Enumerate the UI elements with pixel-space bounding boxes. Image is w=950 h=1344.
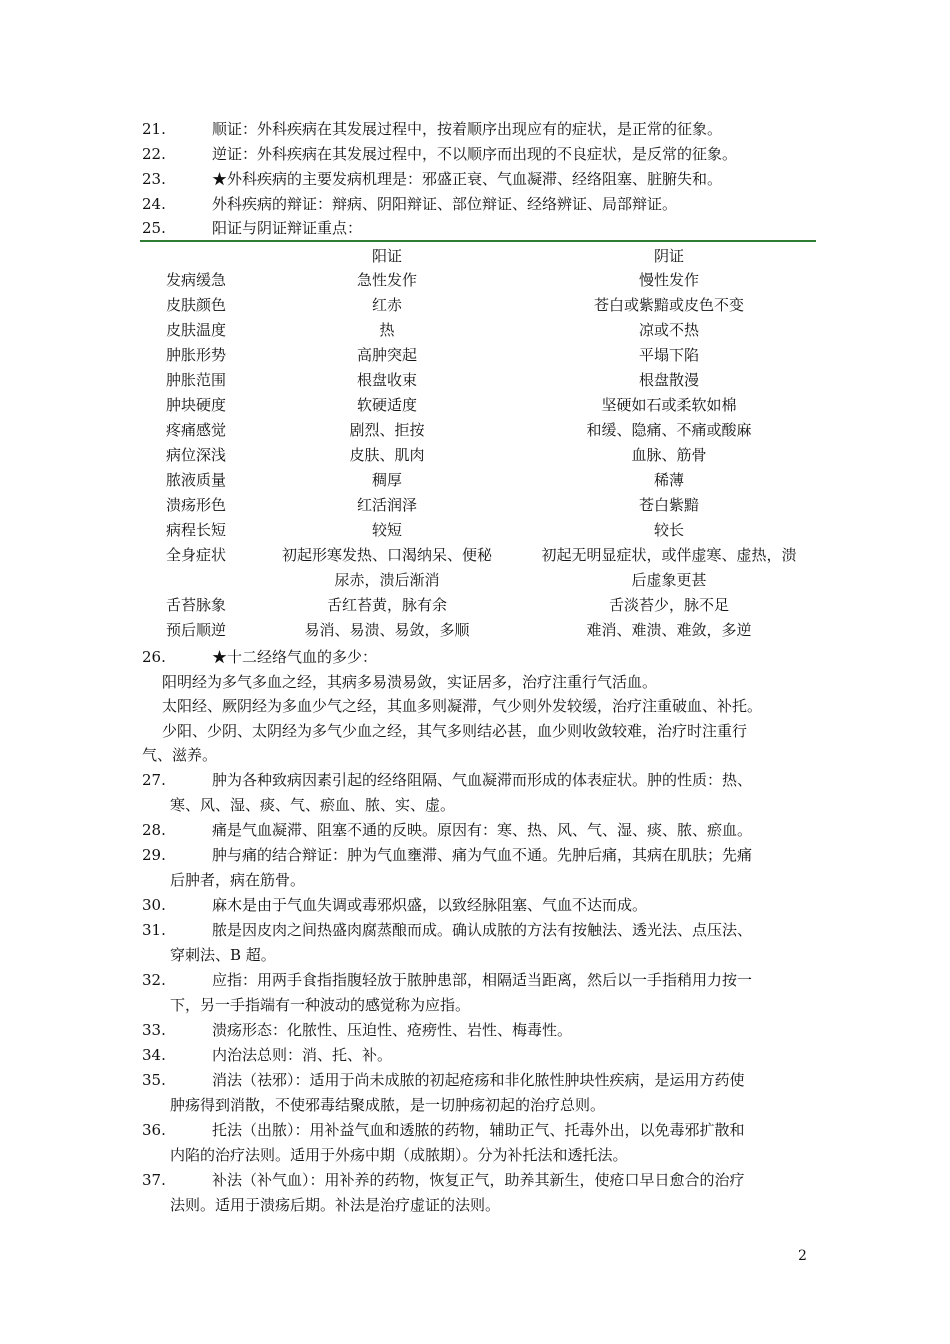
row-label: 肿胀范围 [165, 371, 226, 389]
yang-cell: 稠厚 [371, 471, 402, 489]
list-item-21 [142, 117, 812, 141]
item-number: 24. [142, 195, 166, 213]
yang-cell: 易消、易溃、易敛，多顺 [304, 621, 470, 639]
item-number: 33. [142, 1021, 166, 1039]
list-item-28 [142, 818, 812, 842]
list-item-30 [142, 893, 812, 917]
row-label: 病位深浅 [165, 446, 226, 464]
table-header-row [140, 244, 816, 268]
header-cell [140, 244, 252, 268]
item-text: 阳证与阴证辩证重点： [212, 219, 363, 237]
yang-cell [252, 543, 522, 593]
table-row [140, 493, 816, 518]
row-label: 疼痛感觉 [165, 421, 226, 439]
item-number: 27. [142, 771, 166, 789]
table-row [140, 368, 816, 393]
yin-cell: 舌淡苔少，脉不足 [608, 596, 729, 614]
item-text: 逆证：外科疾病在其发展过程中，不以顺序而出现的不良症状，是反常的征象。 [212, 145, 738, 163]
item-number: 28. [142, 821, 166, 839]
item-text: 消法（祛邪）：适用于尚未成脓的初起疮疡和非化脓性肿块性疾病，是运用方药使 [212, 1071, 745, 1089]
list-item-27 [142, 768, 812, 792]
item-text: 内治法总则：消、托、补。 [212, 1046, 393, 1064]
yang-symptom-line2: 尿赤，溃后渐消 [334, 571, 440, 589]
row-label: 脓液质量 [165, 471, 226, 489]
list-item-32 [142, 968, 812, 992]
list-item-36-cont: 内陷的治疗法则。适用于外疡中期（成脓期）。分为补托法和透托法。 [170, 1146, 628, 1164]
item-number: 37. [142, 1171, 166, 1189]
yang-cell: 舌红苔黄，脉有余 [326, 596, 447, 614]
yin-cell: 难消、难溃、难敛，多逆 [586, 621, 752, 639]
list-item-36 [142, 1118, 812, 1142]
item-text: 补法（补气血）：用补养的药物，恢复正气，助养其新生，使疮口早日愈合的治疗 [212, 1171, 745, 1189]
table-row [140, 268, 816, 293]
list-item-25 [142, 216, 812, 240]
row-label: 溃疡形色 [165, 496, 226, 514]
item-number: 30. [142, 896, 166, 914]
table-row [140, 618, 816, 643]
item-number: 31. [142, 921, 166, 939]
yang-cell: 皮肤、肌肉 [349, 446, 425, 464]
item-number: 22. [142, 145, 166, 163]
yang-cell: 急性发作 [356, 271, 417, 289]
header-cell-yin: 阴证 [653, 247, 684, 265]
table-row [140, 518, 816, 543]
list-item-34 [142, 1043, 812, 1067]
yin-cell: 平塌下陷 [638, 346, 699, 364]
list-item-31 [142, 918, 812, 942]
item-number: 36. [142, 1121, 166, 1139]
row-label: 肿胀形势 [165, 346, 226, 364]
yang-cell: 高肿突起 [356, 346, 417, 364]
item-number: 25. [142, 219, 166, 237]
item-text: 溃疡形态：化脓性、压迫性、疮痨性、岩性、梅毒性。 [212, 1021, 573, 1039]
item-text: ★十二经络气血的多少： [212, 648, 378, 666]
list-item-22 [142, 142, 812, 166]
table-row [140, 418, 816, 443]
row-label: 肿块硬度 [165, 396, 226, 414]
list-item-26 [142, 645, 812, 669]
yin-cell: 和缓、隐痛、不痛或酸麻 [586, 421, 752, 439]
paragraph-shaoyang: 少阳、少阴、太阴经为多气少血之经，其气多则结必甚，血少则收敛较难，治疗时注重行 [162, 722, 748, 740]
item-text: 麻木是由于气血失调或毒邪炽盛，以致经脉阻塞、气血不达而成。 [212, 896, 648, 914]
table-row-symptoms [140, 543, 816, 593]
item-text: 外科疾病的辩证：辩病、阴阳辩证、部位辩证、经络辨证、局部辩证。 [212, 195, 678, 213]
page-number: 2 [798, 1248, 807, 1264]
yin-cell: 慢性发作 [638, 271, 699, 289]
header-cell-yang: 阳证 [371, 247, 402, 265]
yin-symptom-line1: 初起无明显症状，或伴虚寒、虚热，溃 [541, 546, 797, 564]
yin-cell: 苍白或紫黯或皮色不变 [593, 296, 744, 314]
list-item-33 [142, 1018, 812, 1042]
yin-cell: 血脉、筋骨 [631, 446, 707, 464]
yang-cell: 红活润泽 [356, 496, 417, 514]
item-text: 脓是因皮肉之间热盛肉腐蒸酿而成。确认成脓的方法有按触法、透光法、点压法、 [212, 921, 753, 939]
yin-cell: 苍白紫黯 [638, 496, 699, 514]
list-item-35-cont: 肿疡得到消散，不使邪毒结聚成脓，是一切肿疡初起的治疗总则。 [170, 1096, 606, 1114]
table-row [140, 468, 816, 493]
yin-cell [522, 543, 816, 593]
yang-cell: 剧烈、拒按 [349, 421, 425, 439]
paragraph-taiyang: 太阳经、厥阴经为多血少气之经，其血多则凝滞，气少则外发较缓，治疗注重破血、补托。 [162, 697, 763, 715]
row-label: 发病缓急 [165, 271, 226, 289]
table-row [140, 443, 816, 468]
item-text: 托法（出脓）：用补益气血和透脓的药物，辅助正气、托毒外出，以免毒邪扩散和 [212, 1121, 745, 1139]
row-label: 舌苔脉象 [165, 596, 226, 614]
list-item-32-cont: 下，另一手指端有一种波动的感觉称为应指。 [170, 996, 471, 1014]
row-label: 皮肤颜色 [165, 296, 226, 314]
table-row [140, 393, 816, 418]
yang-cell: 红赤 [371, 296, 402, 314]
list-item-29-cont: 后肿者，病在筋骨。 [170, 871, 306, 889]
item-text: 应指：用两手食指指腹轻放于脓肿患部，相隔适当距离，然后以一手指稍用力按一 [212, 971, 753, 989]
yang-cell: 较短 [371, 521, 402, 539]
table-top-rule [140, 240, 816, 242]
yang-symptom-line1: 初起形寒发热、口渴纳呆、便秘 [281, 546, 492, 564]
list-item-24 [142, 192, 812, 216]
row-label: 全身症状 [165, 546, 226, 564]
item-number: 23. [142, 170, 166, 188]
yin-cell: 根盘散漫 [638, 371, 699, 389]
yin-cell: 坚硬如石或柔软如棉 [601, 396, 737, 414]
paragraph-yangming: 阳明经为多气多血之经，其病多易溃易敛，实证居多，治疗注重行气活血。 [162, 673, 658, 691]
item-text: ★外科疾病的主要发病机理是：邪盛正衰、气血凝滞、经络阻塞、脏腑失和。 [212, 170, 723, 188]
yin-yang-comparison-table [140, 244, 816, 643]
row-label: 皮肤温度 [165, 321, 226, 339]
item-number: 35. [142, 1071, 166, 1089]
yin-cell: 凉或不热 [638, 321, 699, 339]
list-item-37 [142, 1168, 812, 1192]
item-text: 痛是气血凝滞、阻塞不通的反映。原因有：寒、热、风、气、湿、痰、脓、瘀血。 [212, 821, 753, 839]
item-number: 34. [142, 1046, 166, 1064]
list-item-23 [142, 167, 812, 191]
yin-cell: 稀薄 [653, 471, 684, 489]
table-row [140, 593, 816, 618]
table-row [140, 318, 816, 343]
yang-cell: 热 [379, 321, 395, 339]
row-label: 预后顺逆 [165, 621, 226, 639]
yin-symptom-line2: 后虚象更甚 [631, 571, 707, 589]
list-item-37-cont: 法则。适用于溃疡后期。补法是治疗虚证的法则。 [170, 1196, 501, 1214]
item-text: 肿为各种致病因素引起的经络阻隔、气血凝滞而形成的体表症状。肿的性质：热、 [212, 771, 753, 789]
yin-cell: 较长 [653, 521, 684, 539]
table-row [140, 343, 816, 368]
yang-cell: 软硬适度 [356, 396, 417, 414]
item-number: 21. [142, 120, 166, 138]
item-text: 肿与痛的结合辩证：肿为气血壅滞、痛为气血不通。先肿后痛，其病在肌肤；先痛 [212, 846, 753, 864]
row-label: 病程长短 [165, 521, 226, 539]
item-number: 29. [142, 846, 166, 864]
list-item-35 [142, 1068, 812, 1092]
table-row [140, 293, 816, 318]
item-number: 26. [142, 648, 166, 666]
list-item-29 [142, 843, 812, 867]
item-text: 顺证：外科疾病在其发展过程中，按着顺序出现应有的症状，是正常的征象。 [212, 120, 723, 138]
item-number: 32. [142, 971, 166, 989]
yang-cell: 根盘收束 [356, 371, 417, 389]
list-item-27-cont: 寒、风、湿、痰、气、瘀血、脓、实、虚。 [170, 796, 456, 814]
list-item-31-cont: 穿刺法、B 超。 [170, 946, 276, 964]
paragraph-shaoyang-cont: 气、滋养。 [142, 746, 218, 764]
